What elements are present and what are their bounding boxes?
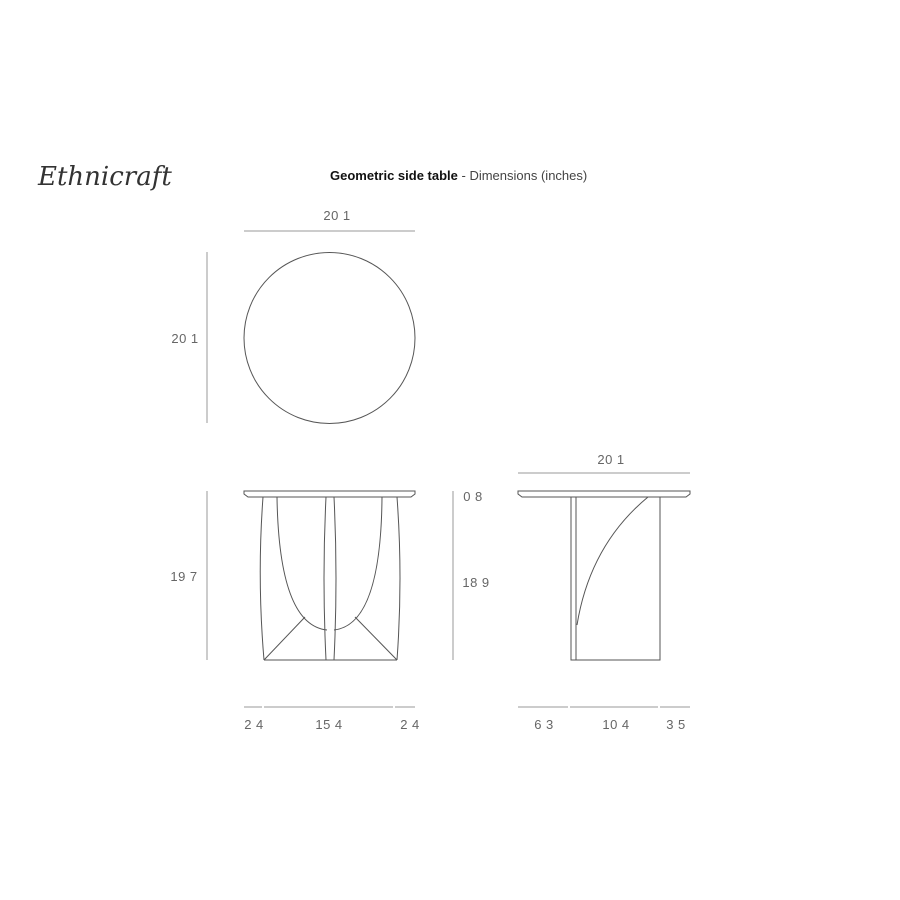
top-width-label: 20 1 bbox=[323, 208, 351, 223]
top-depth-label: 20 1 bbox=[171, 331, 199, 346]
top-view bbox=[171, 208, 415, 424]
top-thickness-label: 0 8 bbox=[463, 489, 483, 504]
front-tabletop bbox=[244, 491, 415, 497]
front-view bbox=[170, 489, 489, 732]
title-subtitle: Dimensions (inches) bbox=[469, 168, 588, 183]
front-right-leg-outer bbox=[397, 497, 400, 660]
side-bottom-label-2: 10 4 bbox=[602, 717, 630, 732]
tabletop-circle bbox=[244, 253, 415, 424]
front-left-arc bbox=[277, 497, 327, 630]
side-panel bbox=[576, 497, 660, 660]
side-bottom-label-3: 3 5 bbox=[666, 717, 686, 732]
front-left-leg-outer bbox=[260, 497, 264, 660]
front-bottom-label-3: 2 4 bbox=[400, 717, 420, 732]
side-arc bbox=[577, 497, 648, 625]
side-tabletop bbox=[518, 491, 690, 497]
front-left-diagonal bbox=[264, 617, 305, 660]
front-center-leg bbox=[324, 497, 336, 660]
front-bottom-label-1: 2 4 bbox=[244, 717, 264, 732]
brand-logo: Ethnicraft bbox=[38, 162, 172, 192]
side-width-label: 20 1 bbox=[597, 452, 625, 467]
page-title bbox=[330, 168, 587, 183]
product-name: Geometric side table bbox=[330, 168, 458, 183]
leg-height-label: 18 9 bbox=[462, 575, 490, 590]
front-bottom-label-2: 15 4 bbox=[315, 717, 343, 732]
side-leg-edge bbox=[571, 497, 576, 660]
title-separator: - bbox=[457, 168, 470, 183]
front-height-label: 19 7 bbox=[170, 569, 198, 584]
side-view bbox=[518, 452, 690, 732]
side-bottom-label-1: 6 3 bbox=[534, 717, 554, 732]
front-right-diagonal bbox=[355, 617, 397, 660]
front-right-arc bbox=[334, 497, 382, 630]
